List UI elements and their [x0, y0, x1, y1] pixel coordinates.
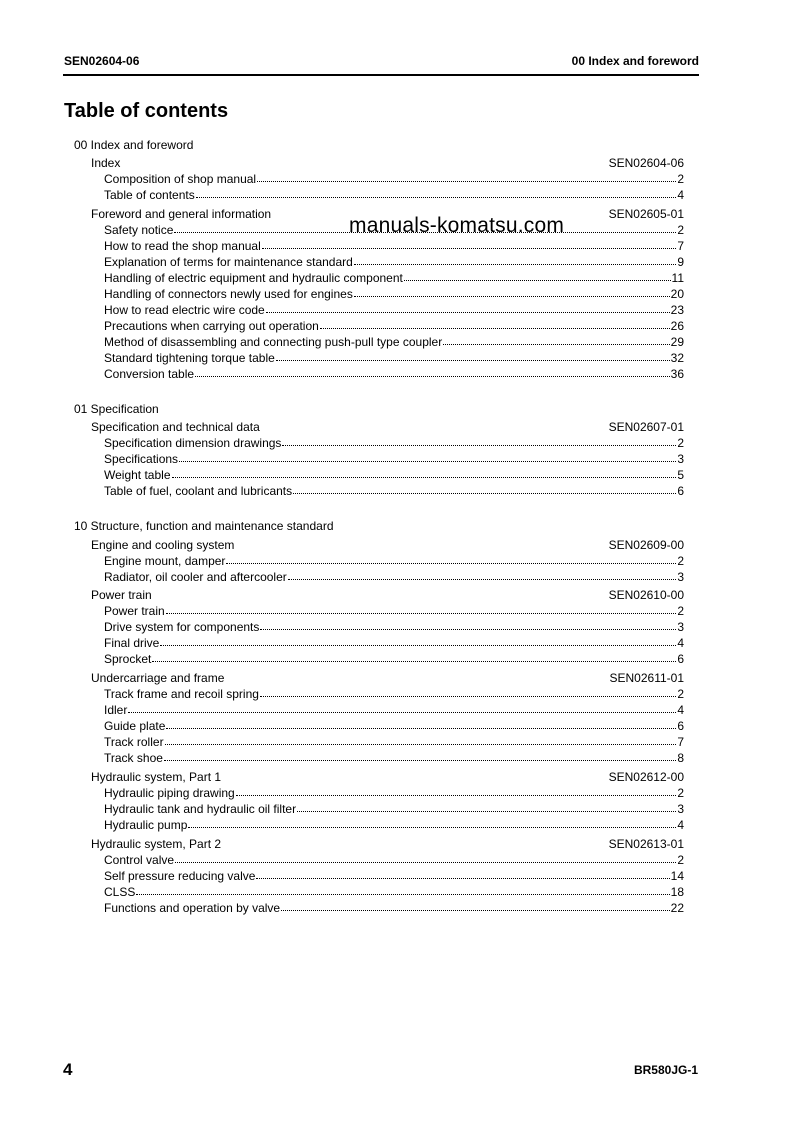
toc-chapter[interactable]: 10 Structure, function and maintenance standard — [74, 519, 334, 533]
toc-entry-label: Radiator, oil cooler and aftercooler — [104, 570, 287, 584]
toc-section[interactable] — [91, 419, 684, 435]
toc-entry-page: 18 — [670, 885, 684, 899]
toc-section-code: SEN02605-01 — [608, 207, 684, 221]
toc-entry-page: 3 — [677, 620, 684, 634]
dot-leader — [179, 451, 676, 462]
dot-leader — [196, 187, 677, 198]
toc-section-label: Hydraulic system, Part 2 — [91, 837, 222, 851]
toc-entry[interactable] — [104, 366, 684, 382]
toc-entry-page: 6 — [677, 719, 684, 733]
toc-section-label: Foreword and general information — [91, 207, 272, 221]
toc-chapter[interactable]: 00 Index and foreword — [74, 138, 194, 152]
toc-entry[interactable] — [104, 750, 684, 766]
toc-entry-page: 23 — [670, 303, 684, 317]
toc-entry-label: Engine mount, damper — [104, 554, 226, 568]
toc-entry-label: How to read the shop manual — [104, 239, 261, 253]
toc-entry[interactable] — [104, 817, 684, 833]
dot-leader — [354, 286, 670, 297]
toc-entry-label: Conversion table — [104, 367, 195, 381]
toc-chapter[interactable]: 01 Specification — [74, 402, 159, 416]
toc-entry-page: 4 — [677, 703, 684, 717]
toc-entry-label: Composition of shop manual — [104, 172, 257, 186]
toc-entry-page: 2 — [677, 786, 684, 800]
toc-section[interactable] — [91, 670, 684, 686]
toc-entry-page: 26 — [670, 319, 684, 333]
dot-leader — [166, 603, 677, 614]
dot-leader — [160, 635, 676, 646]
toc-section-code: SEN02604-06 — [608, 156, 684, 170]
toc-entry-label: Explanation of terms for maintenance standard — [104, 255, 353, 269]
toc-entry-label: Track roller — [104, 735, 164, 749]
toc-entry-page: 2 — [677, 172, 684, 186]
toc-entry-page: 7 — [677, 239, 684, 253]
dot-leader — [172, 467, 677, 478]
toc-entry[interactable] — [104, 619, 684, 635]
toc-entry-label: Precautions when carrying out operation — [104, 319, 319, 333]
toc-entry[interactable] — [104, 254, 684, 270]
toc-entry-page: 3 — [677, 570, 684, 584]
toc-entry[interactable] — [104, 785, 684, 801]
toc-entry-page: 9 — [677, 255, 684, 269]
toc-section[interactable] — [91, 155, 684, 171]
toc-entry-label: Sprocket — [104, 652, 152, 666]
dot-leader — [443, 334, 669, 345]
toc-entry[interactable] — [104, 852, 684, 868]
toc-entry-label: Control valve — [104, 853, 175, 867]
toc-entry-label: Hydraulic tank and hydraulic oil filter — [104, 802, 297, 816]
dot-leader — [404, 270, 671, 281]
toc-section[interactable] — [91, 537, 684, 553]
toc-entry-label: Drive system for components — [104, 620, 260, 634]
toc-entry-page: 4 — [677, 636, 684, 650]
toc-entry[interactable] — [104, 171, 684, 187]
toc-entry-page: 6 — [677, 652, 684, 666]
dot-leader — [195, 366, 670, 377]
toc-entry[interactable] — [104, 350, 684, 366]
toc-entry-page: 32 — [670, 351, 684, 365]
toc-entry-page: 2 — [677, 604, 684, 618]
toc-entry[interactable] — [104, 686, 684, 702]
toc-section[interactable] — [91, 587, 684, 603]
toc-entry-label: Table of fuel, coolant and lubricants — [104, 484, 293, 498]
toc-section-label: Index — [91, 156, 121, 170]
header-section-title: 00 Index and foreword — [571, 54, 699, 68]
dot-leader — [128, 702, 676, 713]
toc-entry-label: Standard tightening torque table — [104, 351, 275, 365]
toc-entry-label: Safety notice — [104, 223, 174, 237]
toc-entry[interactable] — [104, 702, 684, 718]
footer-page-number: 4 — [63, 1060, 73, 1079]
toc-entry-label: Track shoe — [104, 751, 163, 765]
toc-entry-page: 11 — [671, 271, 684, 285]
toc-section-label: Engine and cooling system — [91, 538, 235, 552]
dot-leader — [165, 734, 677, 745]
toc-entry-page: 5 — [677, 468, 684, 482]
toc-entry[interactable] — [104, 334, 684, 350]
toc-entry-page: 6 — [677, 484, 684, 498]
toc-entry-label: Handling of connectors newly used for engines — [104, 287, 353, 301]
toc-section-code: SEN02607-01 — [608, 420, 684, 434]
dot-leader — [276, 350, 670, 361]
header-rule — [63, 74, 699, 76]
dot-leader — [297, 801, 676, 812]
toc-entry-page: 2 — [677, 436, 684, 450]
toc-entry-label: Hydraulic pump — [104, 818, 188, 832]
toc-entry-label: Table of contents — [104, 188, 195, 202]
watermark: manuals-komatsu.com — [349, 214, 565, 237]
dot-leader — [320, 318, 670, 329]
dot-leader — [354, 254, 677, 265]
toc-entry[interactable] — [104, 286, 684, 302]
toc-entry[interactable] — [104, 451, 684, 467]
toc-entry[interactable] — [104, 467, 684, 483]
toc-section-label: Undercarriage and frame — [91, 671, 225, 685]
dot-leader — [293, 483, 676, 494]
toc-entry-page: 4 — [677, 188, 684, 202]
toc-entry-page: 3 — [677, 452, 684, 466]
toc-section-code: SEN02611-01 — [609, 671, 684, 685]
toc-entry-page: 3 — [677, 802, 684, 816]
dot-leader — [281, 900, 670, 911]
toc-section[interactable] — [91, 836, 684, 852]
toc-entry[interactable] — [104, 483, 684, 499]
toc-entry-label: Method of disassembling and connecting push-pull type coupler — [104, 335, 443, 349]
toc-entry-page: 20 — [670, 287, 684, 301]
toc-section-label: Power train — [91, 588, 152, 602]
dot-leader — [164, 750, 676, 761]
toc-entry-page: 2 — [677, 554, 684, 568]
toc-entry-page: 36 — [670, 367, 684, 381]
toc-entry[interactable] — [104, 884, 684, 900]
dot-leader — [226, 553, 676, 564]
toc-section-label: Specification and technical data — [91, 420, 260, 434]
toc-entry-label: Specification dimension drawings — [104, 436, 282, 450]
header-doc-code: SEN02604-06 — [64, 54, 140, 68]
toc-entry-page: 14 — [670, 869, 684, 883]
toc-entry-page: 2 — [677, 687, 684, 701]
dot-leader — [262, 238, 677, 249]
toc-entry-label: Hydraulic piping drawing — [104, 786, 235, 800]
toc-entry[interactable] — [104, 435, 684, 451]
toc-entry-label: Self pressure reducing valve — [104, 869, 256, 883]
page-title: Table of contents — [64, 100, 229, 122]
toc-entry[interactable] — [104, 603, 684, 619]
dot-leader — [136, 884, 669, 895]
toc-entry-page: 4 — [677, 818, 684, 832]
dot-leader — [260, 686, 676, 697]
toc-entry-label: Power train — [104, 604, 165, 618]
toc-entry-page: 29 — [670, 335, 684, 349]
toc-entry[interactable] — [104, 238, 684, 254]
toc-section[interactable] — [91, 769, 684, 785]
toc-entry-label: Weight table — [104, 468, 171, 482]
toc-section-code: SEN02610-00 — [608, 588, 684, 602]
toc-entry[interactable] — [104, 318, 684, 334]
toc-entry[interactable] — [104, 569, 684, 585]
dot-leader — [266, 302, 670, 313]
dot-leader — [282, 435, 676, 446]
toc-entry[interactable] — [104, 718, 684, 734]
toc-entry[interactable] — [104, 553, 684, 569]
toc-entry-page: 2 — [677, 853, 684, 867]
dot-leader — [256, 868, 669, 879]
toc-entry[interactable] — [104, 900, 684, 916]
toc-entry[interactable] — [104, 302, 684, 318]
toc-entry-label: Idler — [104, 703, 128, 717]
toc-entry[interactable] — [104, 635, 684, 651]
dot-leader — [257, 171, 676, 182]
dot-leader — [188, 817, 676, 828]
dot-leader — [288, 569, 677, 580]
toc-entry-label: Guide plate — [104, 719, 166, 733]
toc-section-code: SEN02612-00 — [608, 770, 684, 784]
dot-leader — [166, 718, 676, 729]
toc-entry[interactable] — [104, 270, 684, 286]
toc-section-code: SEN02609-00 — [608, 538, 684, 552]
toc-entry-label: How to read electric wire code — [104, 303, 265, 317]
toc-entry[interactable] — [104, 734, 684, 750]
dot-leader — [152, 651, 676, 662]
toc-entry-label: Track frame and recoil spring — [104, 687, 259, 701]
toc-entry-label: Functions and operation by valve — [104, 901, 281, 915]
toc-entry-page: 22 — [670, 901, 684, 915]
dot-leader — [236, 785, 677, 796]
toc-entry-label: CLSS — [104, 885, 136, 899]
toc-entry-label: Final drive — [104, 636, 160, 650]
dot-leader — [175, 852, 676, 863]
toc-section-code: SEN02613-01 — [608, 837, 684, 851]
toc-entry-page: 2 — [677, 223, 684, 237]
toc-entry-page: 7 — [677, 735, 684, 749]
toc-entry[interactable] — [104, 801, 684, 817]
dot-leader — [260, 619, 676, 630]
toc-entry-page: 8 — [677, 751, 684, 765]
toc-section-label: Hydraulic system, Part 1 — [91, 770, 222, 784]
toc-entry-label: Specifications — [104, 452, 179, 466]
footer-model: BR580JG-1 — [633, 1063, 698, 1077]
toc-entry-label: Handling of electric equipment and hydraulic component — [104, 271, 403, 285]
toc-entry[interactable] — [104, 868, 684, 884]
toc-entry[interactable] — [104, 651, 684, 667]
toc-entry[interactable] — [104, 187, 684, 203]
